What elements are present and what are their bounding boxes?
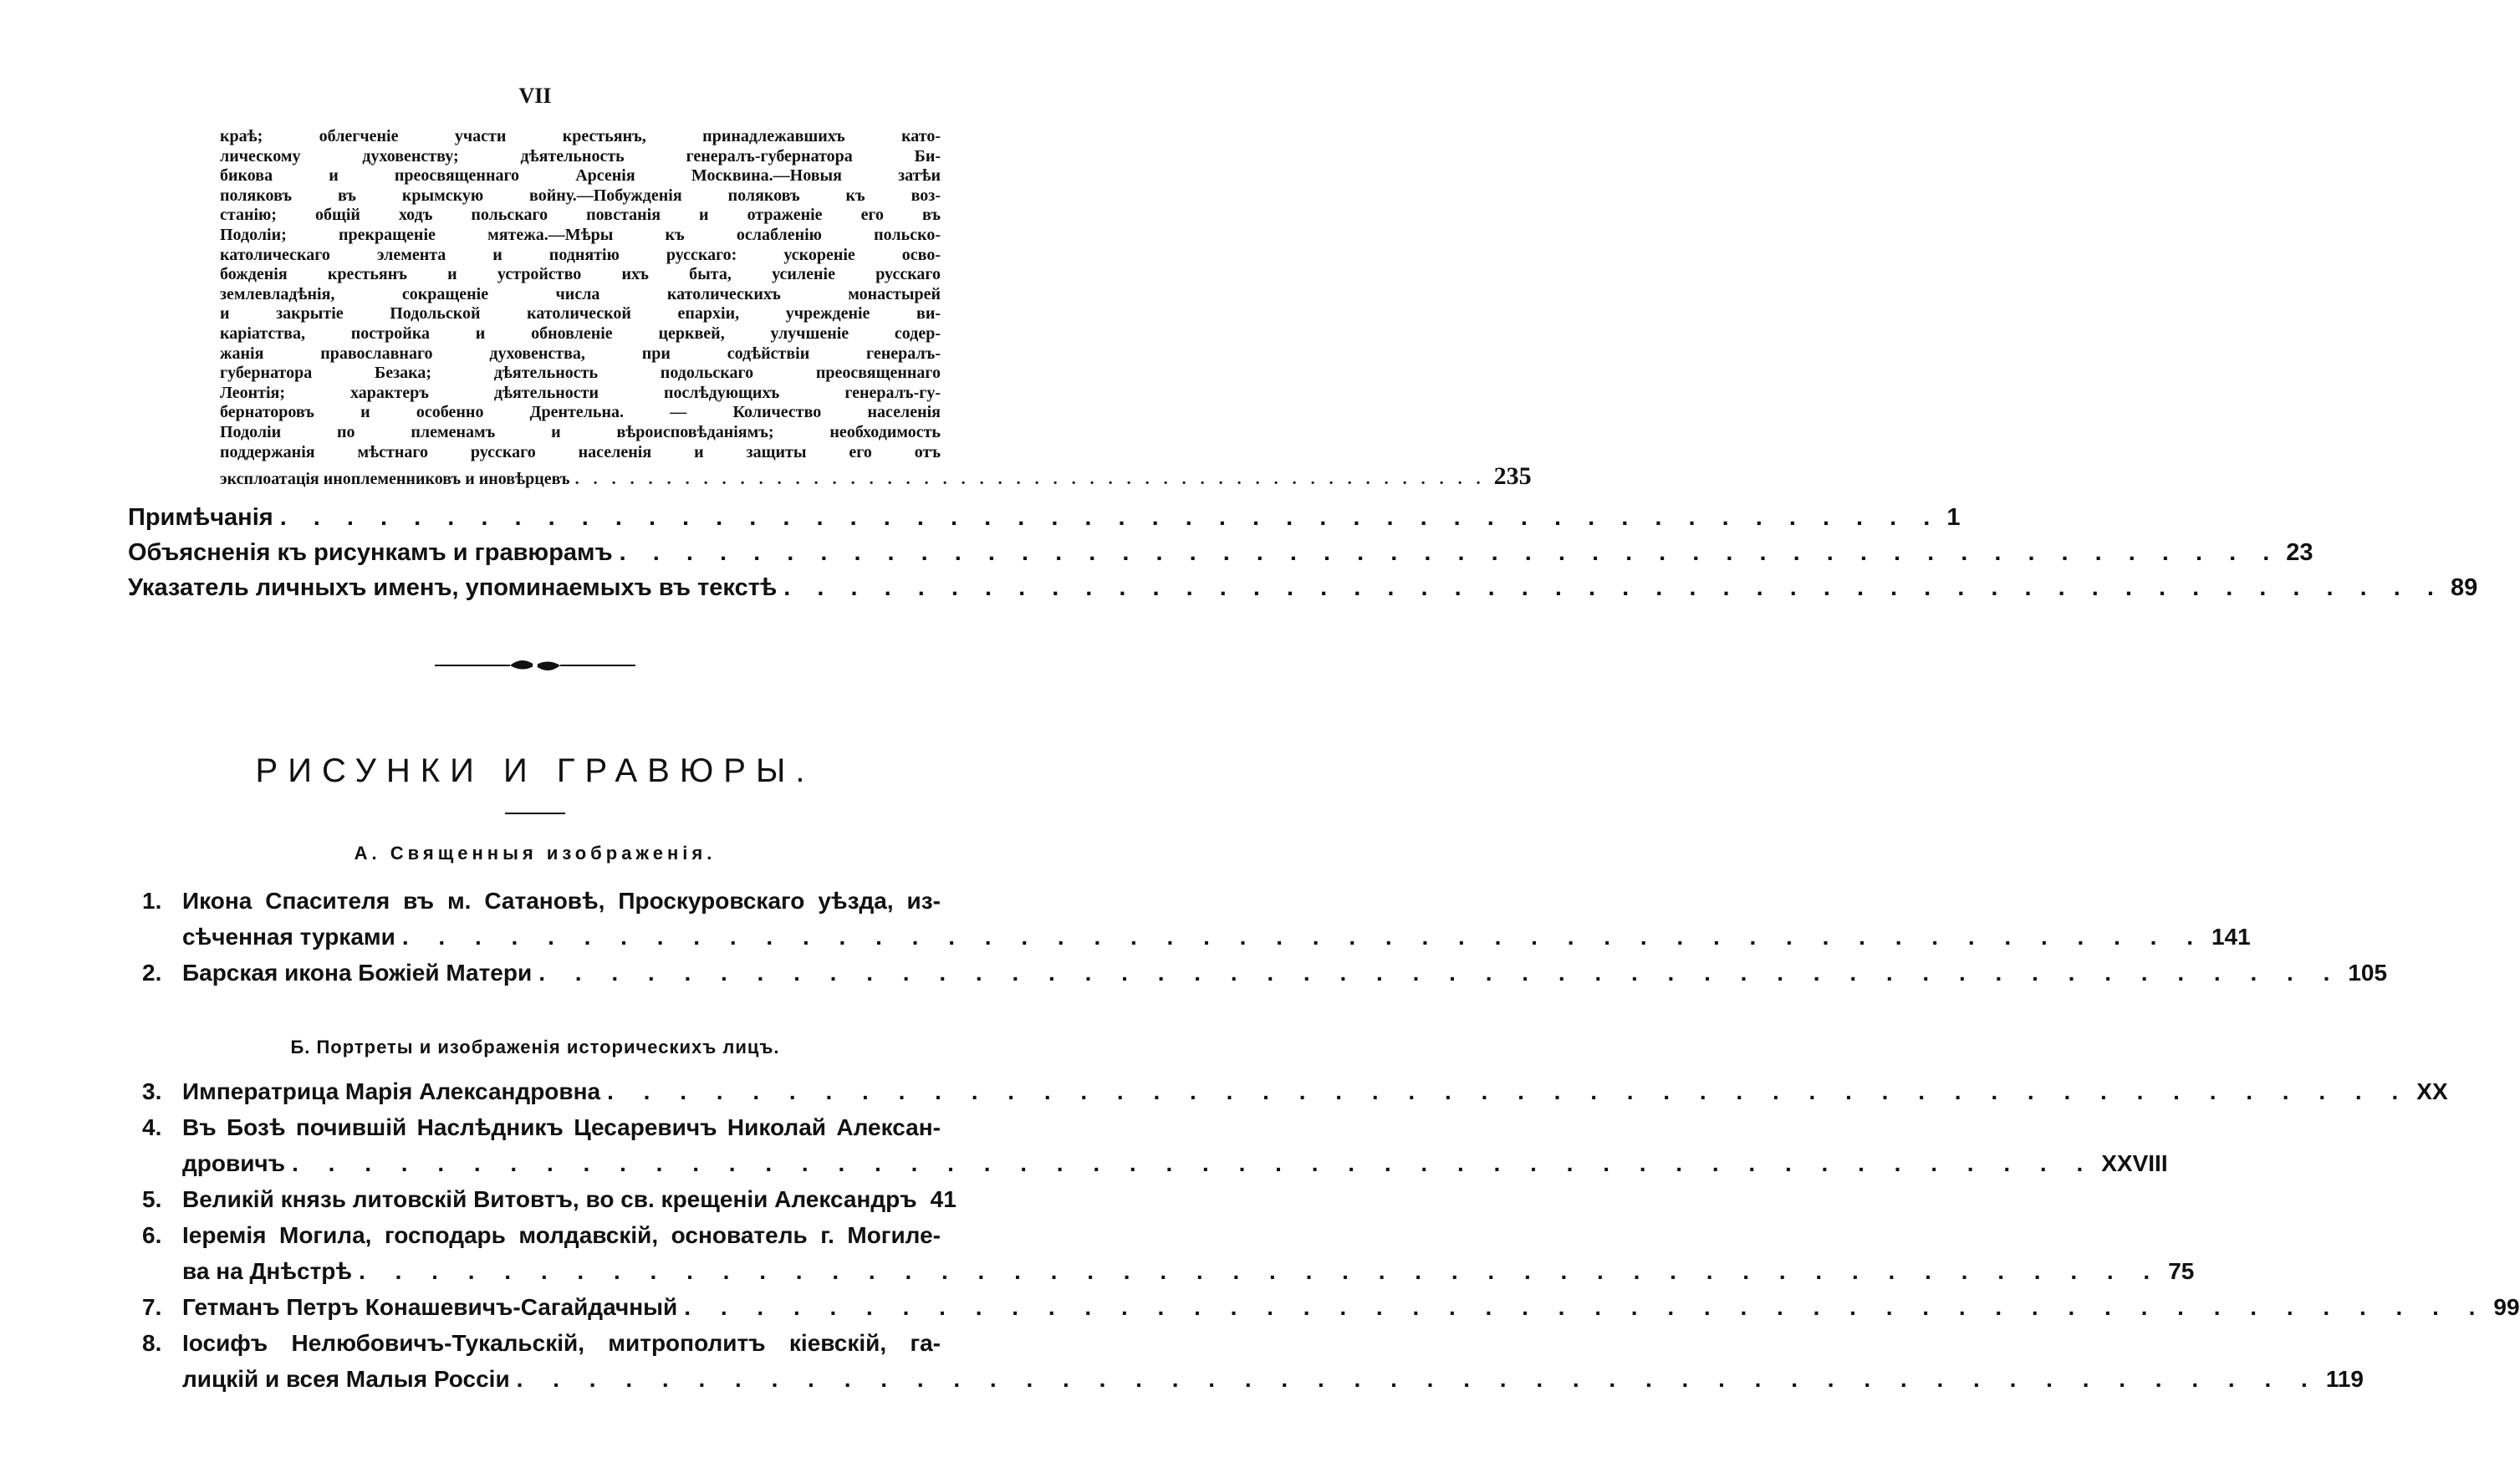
toc-entry-label: Примѣчанія	[128, 504, 273, 531]
leader-dots: . . . . . . . . . . . . . . . . . . . . . . . . . . . . . . . . . . . . . . . . . . . . . . . . . .	[538, 960, 2342, 986]
summary-line: краѣ; облегченіе участи крестьянъ, принадлежавшихъ като-	[220, 127, 941, 145]
page-ref: XXVIII	[2101, 1150, 2168, 1176]
item-text: Икона Спасителя въ м. Сатановѣ, Проскуровскаго уѣзда, из-	[182, 888, 941, 914]
toc-entry-label: Объясненія къ рисункамъ и гравюрамъ	[128, 539, 613, 566]
item-number: 4.	[142, 1114, 162, 1140]
page-ref: 89	[2450, 574, 2478, 601]
list-item	[142, 1109, 2168, 1181]
item-number: 3.	[142, 1078, 162, 1104]
summary-line: поляковъ въ крымскую войну.—Побужденія поляковъ къ воз-	[220, 186, 941, 205]
summary-line: лическому духовенству; дѣятельность генералъ-губернатора Би-	[220, 146, 941, 166]
toc-entry	[128, 500, 1961, 535]
leader-dots: . . . . . . . . . . . . . . . . . . . . . . . . . . . . . . . . . . . . . . . . . . . . . . . . . .	[607, 1078, 2410, 1104]
list-item	[142, 1325, 2364, 1397]
item-text: Императрица Марія Александровна	[182, 1078, 601, 1104]
page-ref: 75	[2168, 1258, 2195, 1284]
item-text: лицкій и всея Малыя Россіи	[182, 1366, 510, 1392]
summary-line: землевладѣнія, сокращеніе числа католическихъ монастырей	[220, 284, 941, 303]
section-title: РИСУНКИ И ГРАВЮРЫ.	[255, 752, 815, 789]
leader-dots: . . . . . . . . . . . . . . . . . . . . . . . . . . . . . . . . . . . . . . . . . . . . . . . . . .	[401, 924, 2205, 950]
page-number: VII	[518, 84, 552, 108]
list-item-second-line	[142, 1361, 2364, 1397]
leader-dots: . . . . . . . . . . . . . . . . . . . . . . . . . . . . . . . . . . . . . . . . . . . . . . . . . .	[292, 1150, 2095, 1176]
title-rule	[505, 813, 565, 814]
summary-line: Леонтія; характеръ дѣятельности послѣдующихъ генералъ-гу-	[220, 383, 941, 402]
item-text: дровичъ	[182, 1150, 286, 1176]
chapter-summary	[220, 127, 1532, 491]
summary-line: жанія православнаго духовенства, при содѣйствіи генералъ-	[220, 344, 941, 363]
summary-line: Подоліи; прекращеніе мятежа.—Мѣры къ ослабленію польско-	[220, 225, 941, 244]
page-ref: 23	[2286, 539, 2313, 566]
list-item-second-line	[142, 1145, 2168, 1181]
item-text: Великій князь литовскій Витовтъ, во св. крещеніи Александръ	[182, 1186, 917, 1212]
item-text: Въ Бозѣ почившій Наслѣдникъ Цесаревичъ Николай Алексан-	[182, 1114, 941, 1140]
item-text: сѣченная турками	[182, 924, 395, 950]
summary-line: эксплоатація иноплеменниковъ и иновѣрцевъ	[220, 470, 570, 489]
item-text: Барская икона Божіей Матери	[182, 960, 533, 986]
leader-dots: . . . . . . . . . . . . . . . . . . . . . . . . . . . . . . . . . . . . . . . . . . . . . . . . . .	[619, 539, 2280, 566]
item-text: ва на Днѣстрѣ	[182, 1258, 353, 1284]
leader-dots: . . . . . . . . . . . . . . . . . . . . . . . . . . . . . . . . . . . . . . . . . . . . . . . . . .	[279, 504, 1941, 531]
page-ref: 105	[2348, 960, 2388, 986]
leader-dots: . . . . . . . . . . . . . . . . . . . . . . . . . . . . . . . . . . . . . . . . . . . . . . . . . .	[783, 574, 2444, 601]
list-item-line	[142, 1073, 2448, 1109]
group-a-list	[142, 883, 2388, 991]
group-b-list	[142, 1073, 2520, 1397]
page-ref: 41	[930, 1186, 956, 1212]
list-item-first-line	[142, 883, 941, 919]
summary-line: каріатства, постройка и обновленіе церквей, улучшеніе содер-	[220, 324, 941, 343]
summary-line: бернаторовъ и особенно Дрентельна. — Количество населенія	[220, 403, 941, 422]
page-ref: XX	[2416, 1078, 2448, 1104]
leader-dots: . . . . . . . . . . . . . . . . . . . . . . . . . . . . . . . . . . . . . . . . . . . . . . . . . .	[574, 470, 1486, 489]
list-item	[142, 1289, 2520, 1325]
page-ref: 99	[2493, 1294, 2520, 1320]
toc-list	[128, 500, 2478, 605]
page-ref: 119	[2325, 1366, 2364, 1392]
list-item	[142, 883, 2251, 955]
summary-line: станію; общій ходъ польскаго повстанія и отраженіе его въ	[220, 206, 941, 225]
toc-entry	[128, 570, 2478, 605]
summary-line: и закрытіе Подольской католической епархіи, учрежденіе ви-	[220, 304, 941, 324]
list-item-second-line	[142, 919, 2251, 955]
page-ref: 141	[2211, 924, 2251, 950]
item-text: Гетманъ Петръ Конашевичъ-Сагайдачный	[182, 1294, 678, 1320]
list-item-first-line	[142, 1217, 941, 1253]
item-number: 8.	[142, 1330, 162, 1356]
item-number: 6.	[142, 1222, 162, 1248]
summary-last-line	[220, 462, 1532, 491]
summary-line: божденія крестьянъ и устройство ихъ быта, усиленіе русскаго	[220, 265, 941, 284]
summary-line: Подоліи по племенамъ и вѣроисповѣданіямъ; необходимость	[220, 422, 941, 441]
item-number: 5.	[142, 1186, 162, 1212]
item-number: 1.	[142, 888, 162, 914]
item-number: 2.	[142, 960, 162, 986]
page-ref: 1	[1946, 504, 1961, 531]
list-item-first-line	[142, 1325, 941, 1361]
item-number: 7.	[142, 1294, 162, 1320]
page-ref: 235	[1493, 462, 1532, 491]
toc-entry	[128, 535, 2313, 570]
list-item-first-line	[142, 1109, 941, 1145]
list-item	[142, 1217, 2195, 1289]
summary-line: поддержанія мѣстнаго русскаго населенія и защиты его отъ	[220, 442, 941, 461]
leader-dots: . . . . . . . . . . . . . . . . . . . . . . . . . . . . . . . . . . . . . . . . . . . . . . . . . .	[516, 1366, 2319, 1392]
summary-line: католическаго элемента и поднятію русскаго: ускореніе осво-	[220, 245, 941, 264]
toc-entry-label: Указатель личныхъ именъ, упоминаемыхъ въ текстѣ	[128, 574, 778, 601]
list-item-line	[142, 955, 2388, 991]
item-text: Іосифъ Нелюбовичъ-Тукальскій, митрополитъ кіевскій, га-	[182, 1330, 941, 1356]
list-item	[142, 955, 2388, 991]
list-item-line	[142, 1289, 2520, 1325]
list-item-second-line	[142, 1253, 2195, 1289]
summary-line: бикова и преосвященнаго Арсенія Москвина.—Новыя затѣи	[220, 166, 941, 186]
summary-line: губернатора Безака; дѣятельность подольскаго преосвященнаго	[220, 364, 941, 383]
ornament-divider	[435, 657, 635, 674]
leader-dots: . . . . . . . . . . . . . . . . . . . . . . . . . . . . . . . . . . . . . . . . . . . . . . . . . .	[359, 1258, 2162, 1284]
list-item-line	[142, 1181, 956, 1217]
item-text: Іеремія Могила, господарь молдавскій, основатель г. Могиле-	[182, 1222, 941, 1248]
list-item	[142, 1181, 956, 1217]
leader-dots: . . . . . . . . . . . . . . . . . . . . . . . . . . . . . . . . . . . . . . . . . . . . . . . . . .	[684, 1294, 2487, 1320]
group-a-heading: А. Священныя изображенія.	[354, 843, 717, 864]
list-item	[142, 1073, 2448, 1109]
group-b-heading: Б. Портреты и изображенія историческихъ лицъ.	[290, 1037, 780, 1057]
